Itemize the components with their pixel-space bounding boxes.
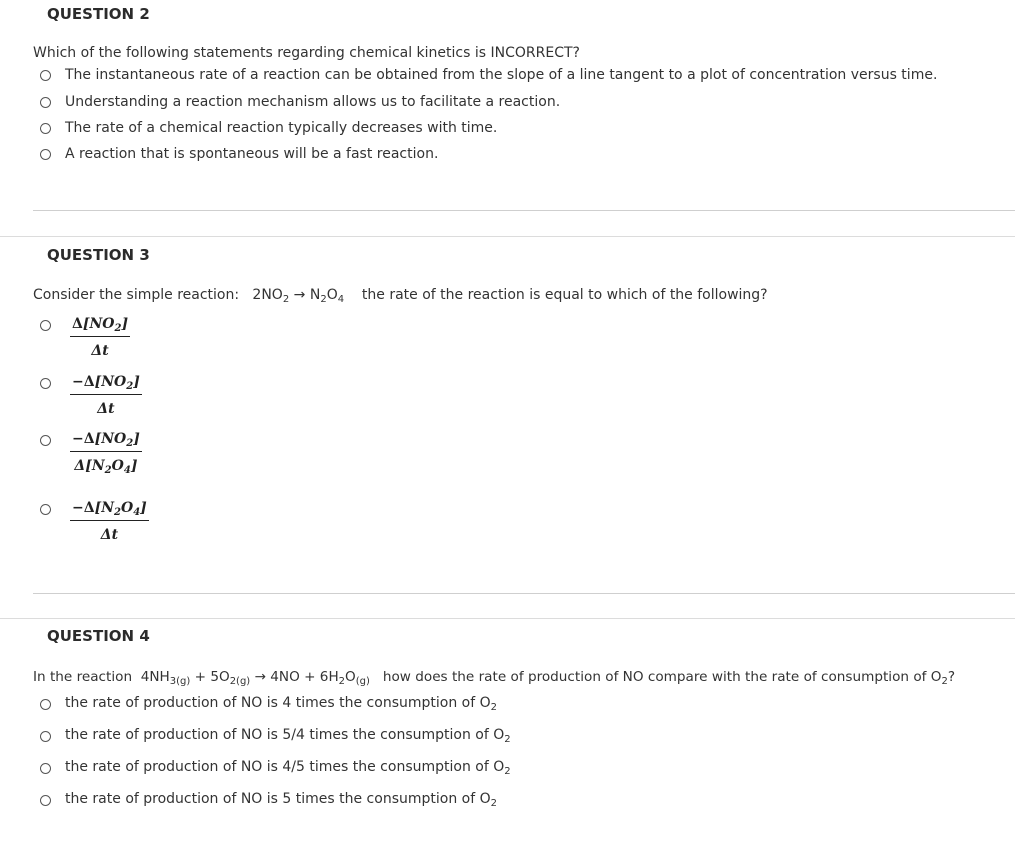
radio-button[interactable] bbox=[40, 699, 51, 710]
radio-button[interactable] bbox=[40, 435, 51, 446]
question-3-title: QUESTION 3 bbox=[47, 246, 150, 264]
radio-button[interactable] bbox=[40, 731, 51, 742]
q3-prompt-prefix: Consider the simple reaction: bbox=[33, 287, 240, 303]
radio-button[interactable] bbox=[40, 320, 51, 331]
q4-option-4[interactable] bbox=[40, 790, 497, 810]
q2-option-4[interactable] bbox=[40, 144, 438, 164]
q4-prompt-prefix: In the reaction bbox=[33, 669, 133, 685]
question-4-title: QUESTION 4 bbox=[47, 627, 150, 645]
q2-option-2[interactable] bbox=[40, 92, 560, 112]
question-divider bbox=[33, 593, 1015, 594]
q4-prompt-suffix: how does the rate of production of NO compare with the rate of consumption of O bbox=[382, 669, 942, 685]
q4-option-3[interactable] bbox=[40, 758, 511, 778]
q3-option-1-fraction: $\frac{\Delta[NO_2]}{\Delta t}$ bbox=[72, 316, 129, 359]
q4-option-1[interactable] bbox=[40, 694, 497, 714]
q2-option-3-label: The rate of a chemical reaction typically decreases with time. bbox=[65, 120, 498, 136]
radio-button[interactable] bbox=[40, 378, 51, 389]
question-divider bbox=[33, 210, 1015, 211]
q3-reaction: $2NO_2 \to N_2O_4$ bbox=[252, 287, 345, 305]
question-2-title: QUESTION 2 bbox=[47, 5, 150, 23]
q3-option-2-fraction: $\frac{-\Delta[NO_2]}{\Delta t}$ bbox=[72, 374, 140, 417]
q2-option-1[interactable] bbox=[40, 65, 937, 85]
q3-prompt-suffix: the rate of the reaction is equal to which of the following? bbox=[361, 287, 768, 303]
q2-option-1-label: The instantaneous rate of a reaction can be obtained from the slope of a line tangent to a plot of concentration versus time. bbox=[65, 67, 938, 83]
question-4-prompt: In the reaction $4NH_{3(g)} + 5O_{2(g)} \to 4NO + 6H_2O_{(g)}$ how does the rate of production of NO compare with the rate of consumption of $O_2$? bbox=[33, 669, 956, 687]
q3-option-4-fraction: $\frac{-\Delta[N_2O_4]}{\Delta t}$ bbox=[72, 500, 147, 543]
radio-button[interactable] bbox=[40, 70, 51, 81]
radio-button[interactable] bbox=[40, 504, 51, 515]
radio-button[interactable] bbox=[40, 795, 51, 806]
q2-option-3[interactable] bbox=[40, 118, 497, 138]
q4-option-3-label: the rate of production of NO is 4/5 times the consumption of $O_2$ bbox=[65, 759, 511, 777]
q4-option-4-label: the rate of production of NO is 5 times the consumption of $O_2$ bbox=[65, 791, 497, 809]
radio-button[interactable] bbox=[40, 149, 51, 160]
q4-option-2-label: the rate of production of NO is 5/4 times the consumption of $O_2$ bbox=[65, 727, 511, 745]
question-3-prompt bbox=[33, 287, 768, 305]
q2-option-2-label: Understanding a reaction mechanism allows us to facilitate a reaction. bbox=[65, 94, 561, 110]
q3-option-3-fraction: $\frac{-\Delta[NO_2]}{\Delta[N_2O_4]}$ bbox=[72, 431, 140, 476]
radio-button[interactable] bbox=[40, 97, 51, 108]
radio-button[interactable] bbox=[40, 763, 51, 774]
q2-option-4-label: A reaction that is spontaneous will be a fast reaction. bbox=[65, 146, 439, 162]
radio-button[interactable] bbox=[40, 123, 51, 134]
q4-reaction: $4NH_{3(g)} + 5O_{2(g)} \to 4NO + 6H_2O_{(g)}$ bbox=[140, 669, 370, 687]
q4-option-1-label: the rate of production of NO is 4 times the consumption of $O_2$ bbox=[65, 695, 497, 713]
question-separator bbox=[0, 236, 1015, 237]
question-2-prompt: Which of the following statements regarding chemical kinetics is INCORRECT? bbox=[33, 45, 580, 61]
q4-option-2[interactable] bbox=[40, 726, 511, 746]
question-separator bbox=[0, 618, 1015, 619]
